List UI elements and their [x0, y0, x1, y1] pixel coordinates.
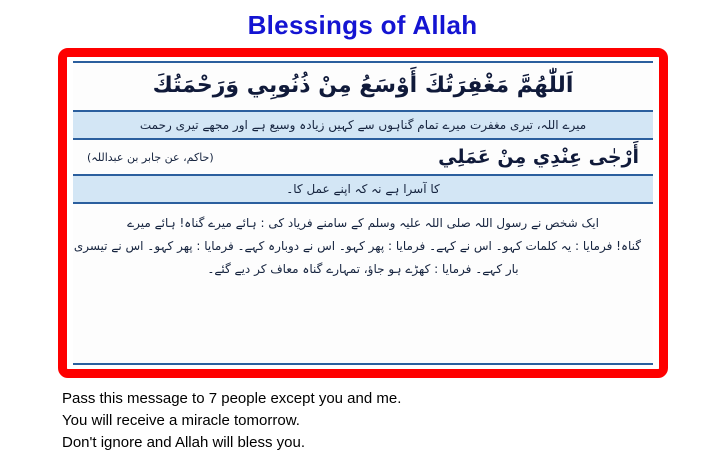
urdu-translation-line-2: کا آسرا ہے نہ کہ اپنے عمل کا۔ [286, 182, 440, 196]
urdu-story-line: ایک شخص نے رسول اللہ صلی اللہ علیہ وسلم کے سامنے فریاد کی : ہائے میرے گناہ! ہائے میرے [127, 216, 599, 230]
footer-message [62, 388, 662, 453]
page-title: Blessings of Allah [247, 10, 478, 40]
urdu-translation-1-band [73, 112, 653, 138]
urdu-story-band [73, 204, 653, 363]
arabic-line-1-band [73, 63, 653, 110]
arabic-dua-line-1: اَللّٰهُمَّ مَغْفِرَتُكَ أَوْسَعُ مِنْ ذُنُوبِي وَرَحْمَتُكَ [152, 73, 574, 98]
divider-bottom [73, 363, 653, 365]
arabic-dua-line-2: أَرْجٰى عِنْدِي مِنْ عَمَلِي [438, 146, 639, 168]
dua-card-inner [67, 57, 659, 369]
dua-card [58, 48, 668, 378]
arabic-line-2-band [73, 140, 653, 174]
urdu-translation-2-band [73, 176, 653, 202]
hadith-reference: (حاکم، عن جابر بن عبداللہ) [87, 150, 214, 164]
footer-line: Don't ignore and Allah will bless you. [62, 433, 306, 451]
urdu-story-line: گناہ! فرمایا : یہ کلمات کہو۔ اس نے کہے۔ فرمایا : پھر کہو۔ اس نے دوبارہ کہے۔ فرمایا : پھر کہو۔ اس نے تیسری [73, 238, 641, 253]
urdu-translation-line-1: میرے اللہ، تیری مغفرت میرے تمام گناہوں سے کہیں زیادہ وسیع ہے اور مجھے تیری رحمت [139, 118, 587, 132]
urdu-story [73, 204, 653, 284]
urdu-story-line: بار کہے۔ فرمایا : کھڑے ہو جاؤ، تمہارے گناہ معاف کر دیے گئے۔ [207, 261, 519, 276]
footer-line: You will receive a miracle tomorrow. [62, 411, 300, 429]
footer-line: Pass this message to 7 people except you and me. [62, 390, 402, 407]
